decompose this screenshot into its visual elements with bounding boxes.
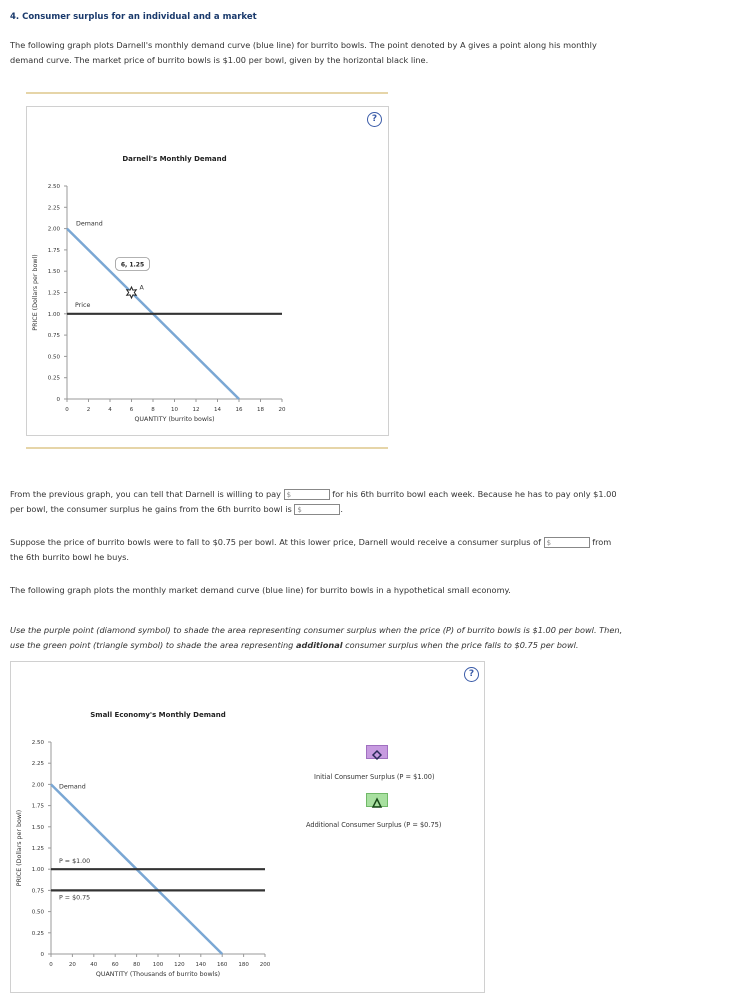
q1-text-1: From the previous graph, you can tell that Darnell is willing to pay: [10, 489, 282, 499]
q2-text-1: Suppose the price of burrito bowls were to fall to $0.75 per bowl. At this lower price, Darnell would receive a consumer surplus of: [10, 537, 541, 547]
x-tick-label: 40: [90, 962, 98, 968]
y-tick-label: 1.50: [31, 824, 44, 831]
y-tick-label: 0.75: [47, 333, 60, 340]
diamond-icon: [367, 749, 387, 761]
triangle-icon: [367, 797, 387, 809]
x-tick-label: 20: [68, 962, 76, 968]
chart-title: Darnell's Monthly Demand: [122, 155, 227, 163]
intro-text: [10, 38, 597, 68]
point-tooltip: 6, 1.25: [120, 261, 145, 269]
legend-label-initial: Initial Consumer Surplus (P = $1.00): [314, 773, 435, 781]
y-tick-label: 1.25: [31, 846, 44, 852]
x-tick-label: 2: [86, 407, 91, 413]
x-tick-label: 10: [171, 407, 178, 413]
intro-line-2: demand curve. The market price of burrito bowls is $1.00 per bowl, given by the horizontal black line.: [10, 55, 429, 65]
page-heading: 4. Consumer surplus for an individual and a market: [10, 12, 257, 22]
y-tick-label: 0.50: [47, 354, 60, 361]
y-tick-label: 2.25: [47, 205, 60, 212]
legend-label-additional: Additional Consumer Surplus (P = $0.75): [306, 821, 442, 829]
y-tick-label: 2.00: [47, 226, 60, 233]
divider-top: [26, 92, 388, 94]
instructions: [10, 623, 622, 653]
y-axis-label: PRICE (Dollars per bowl): [16, 809, 23, 887]
y-axis-label: PRICE (Dollars per bowl): [32, 254, 39, 331]
series-label-1: P = $1.00: [59, 858, 91, 866]
y-tick-label: 0.50: [31, 909, 44, 916]
y-tick-label: 0: [40, 952, 44, 958]
instructions-line-2a: use the green point (triangle symbol) to shade the area representing: [10, 640, 296, 650]
y-tick-label: 0: [56, 397, 60, 403]
x-tick-label: 0: [49, 962, 53, 968]
q2-text-3: the 6th burrito bowl he buys.: [10, 552, 130, 562]
x-tick-label: 80: [133, 962, 141, 968]
y-tick-label: 0.75: [31, 888, 44, 895]
help-icon-2[interactable]: ?: [464, 667, 479, 682]
q1-text-4: .: [340, 504, 344, 514]
x-tick-label: 120: [174, 962, 185, 968]
question-1: [10, 487, 730, 517]
point-a-label: A: [139, 284, 144, 292]
divider-bottom: [26, 447, 388, 449]
x-axis-label: QUANTITY (Thousands of burrito bowls): [95, 971, 221, 978]
x-tick-label: 18: [257, 407, 264, 413]
x-tick-label: 160: [216, 962, 228, 968]
graph1-chart[interactable]: [27, 107, 388, 435]
y-tick-label: 2.50: [31, 740, 44, 746]
instructions-line-2c: consumer surplus when the price falls to $0.75 per bowl.: [342, 640, 579, 650]
x-tick-label: 6: [129, 407, 134, 413]
x-tick-label: 20: [278, 407, 286, 413]
consumer-surplus-input[interactable]: $: [294, 504, 340, 515]
help-icon[interactable]: ?: [367, 112, 382, 127]
x-tick-label: 16: [235, 407, 243, 413]
y-tick-label: 1.00: [47, 311, 60, 318]
chart-title: Small Economy's Monthly Demand: [90, 711, 226, 719]
series-label-0: Demand: [76, 220, 103, 228]
x-tick-label: 0: [65, 407, 69, 413]
series-label-1: Price: [75, 301, 91, 309]
q1-text-2: for his 6th burrito bowl each week. Because he has to pay only $1.00: [332, 489, 617, 499]
x-tick-label: 12: [192, 407, 200, 413]
x-tick-label: 200: [259, 962, 271, 968]
y-tick-label: 2.00: [31, 782, 44, 789]
intro-line-1: The following graph plots Darnell's monthly demand curve (blue line) for burrito bowls. The point denoted by A gives a point along his monthly: [10, 40, 597, 50]
y-tick-label: 1.00: [31, 867, 44, 874]
graph2-panel: [10, 661, 485, 993]
question-2: [10, 535, 730, 565]
market-intro: The following graph plots the monthly market demand curve (blue line) for burrito bowls in a hypothetical small economy.: [10, 585, 511, 595]
y-tick-label: 0.25: [47, 375, 60, 382]
x-tick-label: 60: [111, 962, 119, 968]
diamond-tool[interactable]: [366, 745, 388, 759]
y-tick-label: 0.25: [31, 930, 44, 937]
x-tick-label: 180: [238, 962, 249, 968]
q2-text-2: from: [592, 537, 612, 547]
x-tick-label: 14: [214, 407, 221, 413]
x-tick-label: 8: [151, 407, 155, 413]
x-tick-label: 4: [108, 407, 112, 413]
graph1-panel: [26, 106, 389, 436]
y-tick-label: 1.25: [47, 290, 60, 297]
y-tick-label: 1.50: [47, 269, 60, 276]
q1-text-3: per bowl, the consumer surplus he gains from the 6th burrito bowl is: [10, 504, 292, 514]
series-label-0: Demand: [59, 783, 86, 791]
x-tick-label: 100: [152, 962, 164, 968]
y-tick-label: 1.75: [31, 803, 44, 810]
series-label-2: P = $0.75: [59, 894, 91, 902]
instructions-line-1: Use the purple point (diamond symbol) to shade the area representing consumer surplus when the price (P) of burrito bowls is $1.00 per bowl. Then,: [10, 625, 623, 635]
y-tick-label: 1.75: [47, 247, 60, 254]
instructions-emphasis: additional: [295, 640, 343, 650]
triangle-tool[interactable]: [366, 793, 388, 807]
x-tick-label: 140: [195, 962, 207, 968]
y-tick-label: 2.25: [31, 761, 44, 768]
x-axis-label: QUANTITY (burrito bowls): [134, 416, 215, 423]
lower-price-surplus-input[interactable]: $: [544, 537, 590, 548]
y-tick-label: 2.50: [47, 184, 60, 190]
willing-to-pay-input[interactable]: $: [284, 489, 330, 500]
